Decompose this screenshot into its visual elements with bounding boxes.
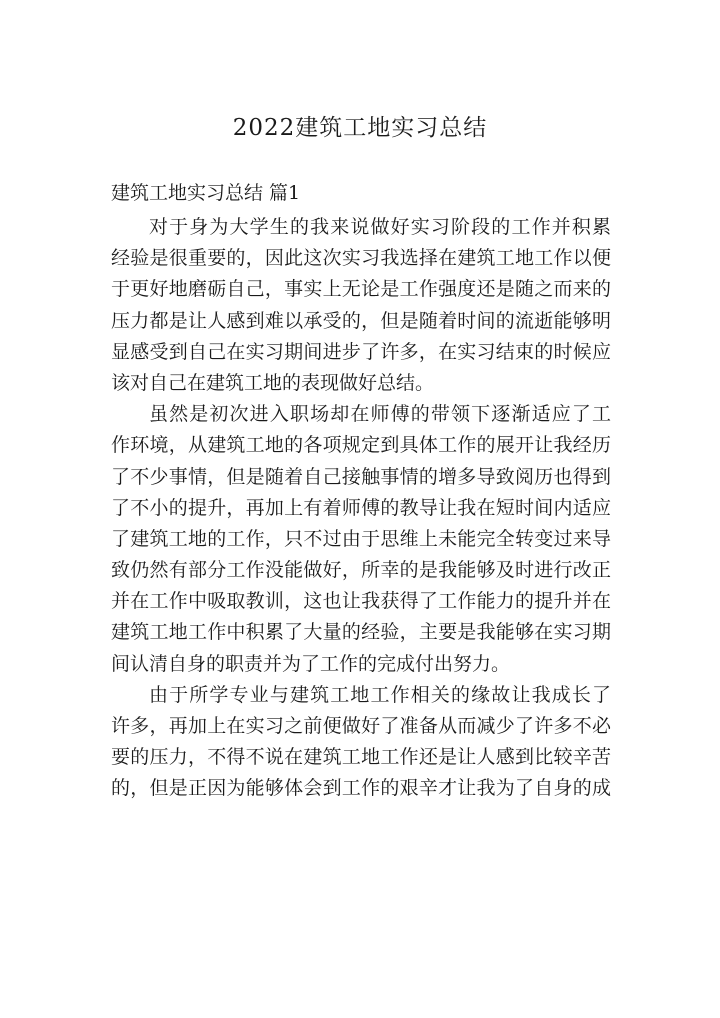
paragraph-line: 了不小的提升，再加上有着师傅的教导让我在短时间内适应: [111, 496, 611, 519]
paragraph-line: 要的压力，不得不说在建筑工地工作还是让人感到比较辛苦: [111, 746, 611, 769]
paragraph-line: 致仍然有部分工作没能做好，所幸的是我能够及时进行改正: [111, 559, 611, 582]
paragraph-line: 间认清自身的职责并为了工作的完成付出努力。: [111, 652, 511, 675]
section-heading: 建筑工地实习总结 篇1: [111, 182, 301, 204]
paragraph-line: 了不少事情，但是随着自己接触事情的增多导致阅历也得到: [111, 465, 611, 488]
paragraph-line: 经验是很重要的，因此这次实习我选择在建筑工地工作以便: [111, 247, 611, 270]
paragraph-1: [111, 212, 611, 399]
paragraph-line: 该对自己在建筑工地的表现做好总结。: [111, 371, 435, 394]
paragraph-2: [111, 399, 611, 680]
paragraph-line: 压力都是让人感到难以承受的，但是随着时间的流逝能够明: [111, 309, 611, 332]
paragraph-line: 虽然是初次进入职场却在师傅的带领下逐渐适应了工: [149, 403, 611, 426]
paragraph-line: 作环境，从建筑工地的各项规定到具体工作的展开让我经历: [111, 434, 611, 457]
paragraph-line: 建筑工地工作中积累了大量的经验，主要是我能够在实习期: [111, 621, 611, 644]
paragraph-line: 的，但是正因为能够体会到工作的艰辛才让我为了自身的成: [111, 777, 611, 800]
paragraph-line: 许多，再加上在实习之前便做好了准备从而减少了许多不必: [111, 715, 611, 737]
paragraph-line: 由于所学专业与建筑工地工作相关的缘故让我成长了: [149, 683, 611, 706]
document-body: [111, 212, 611, 805]
paragraph-line: 对于身为大学生的我来说做好实习阶段的工作并积累: [149, 216, 611, 238]
paragraph-line: 并在工作中吸取教训，这也让我获得了工作能力的提升并在: [111, 590, 611, 613]
paragraph-3: [111, 680, 611, 805]
paragraph-line: 于更好地磨砺自己，事实上无论是工作强度还是随之而来的: [111, 278, 611, 301]
paragraph-line: 了建筑工地的工作，只不过由于思维上未能完全转变过来导: [111, 527, 611, 550]
document-title: 2022建筑工地实习总结: [232, 115, 488, 141]
paragraph-line: 显感受到自己在实习期间进步了许多，在实习结束的时候应: [111, 340, 611, 363]
